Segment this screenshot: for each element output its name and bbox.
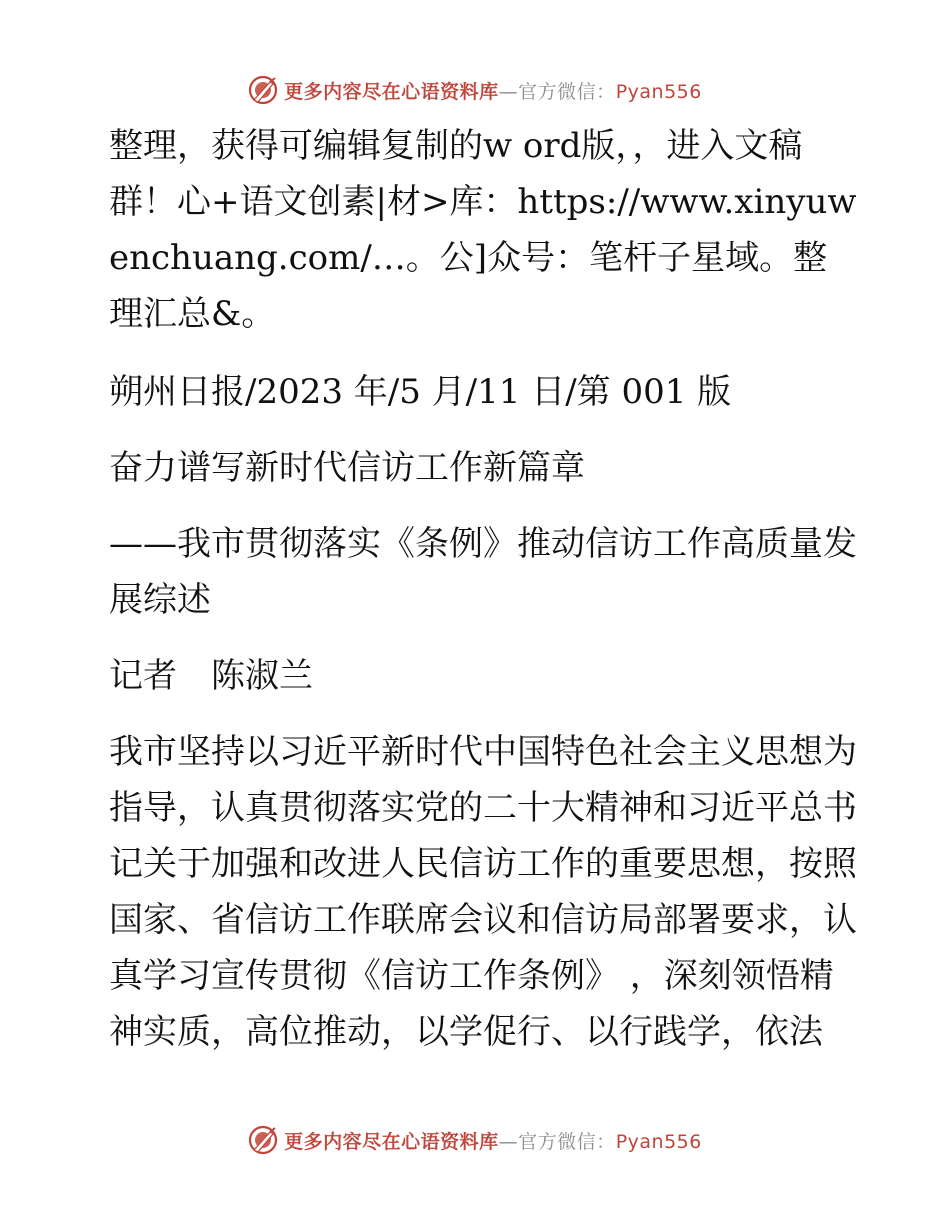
body-paragraph: 我市坚持以习近平新时代中国特色社会主义思想为指导，认真贯彻落实党的二十大精神和习近平总书记关于加强和改进人民信访工作的重要思想，按照国家、省信访工作联席会议和信访局部署要求，认真学习宣传贯彻《信访工作条例》 ，深刻领悟精神实质，高位推动，以学促行、以行践学，依法: [109, 732, 857, 1052]
footer-watermark: [0, 1122, 950, 1158]
header-watermark: [0, 72, 950, 108]
watermark-wechat-id: Pyan556: [615, 80, 702, 103]
watermark-text: [284, 1127, 702, 1154]
watermark-dash: —: [498, 1130, 519, 1153]
watermark-wechat-id: Pyan556: [615, 1130, 702, 1153]
watermark-wechat-label: 官方微信：: [518, 80, 616, 103]
watermark-site-text: 更多内容尽在心语资料库: [284, 1130, 499, 1153]
watermark-wechat-label: 官方微信：: [518, 1130, 616, 1153]
article-subheadline: ——我市贯彻落实《条例》推动信访工作高质量发展综述: [109, 524, 857, 620]
quill-pen-seal-icon: [248, 75, 278, 105]
watermark-text: [284, 77, 702, 104]
watermark-dash: —: [498, 80, 519, 103]
dateline: 朔州日报/2023 年/5 月/11 日/第 001 版: [109, 372, 732, 412]
byline: 记者 陈淑兰: [109, 656, 313, 696]
article-headline: 奋力谱写新时代信访工作新篇章: [109, 448, 585, 488]
quill-pen-seal-icon: [248, 1125, 278, 1155]
document-body: [97, 118, 857, 1082]
watermark-site-text: 更多内容尽在心语资料库: [284, 80, 499, 103]
intro-paragraph: 整理，获得可编辑复制的w ord版，，进入文稿群！心+语文创素|材>库：https://www.xinyuwenchuang.com/…。公]众号：笔杆子星域。整理汇总&。: [109, 126, 857, 334]
